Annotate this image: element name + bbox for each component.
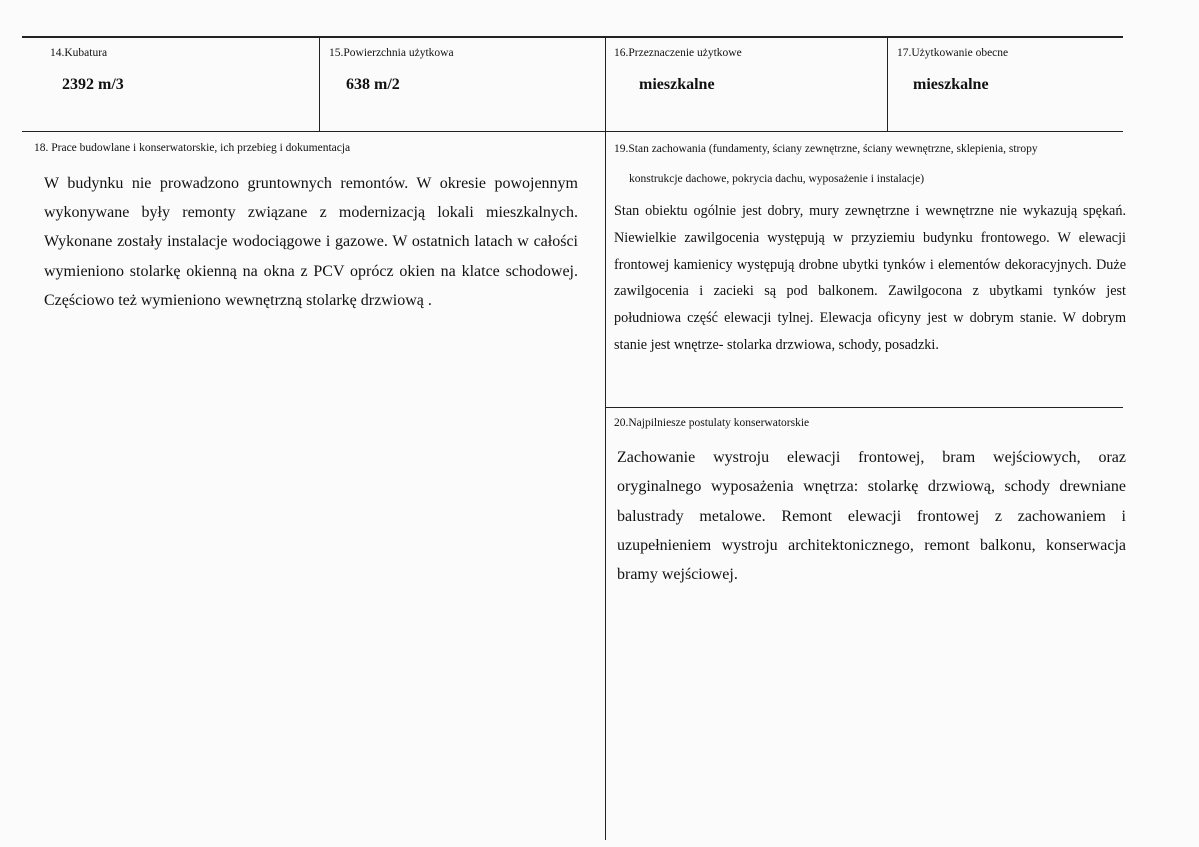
kubatura-label: 14.Kubatura	[50, 47, 108, 59]
stan-paragraph: Stan obiektu ogólnie jest dobry, mury zewnętrzne i wewnętrzne nie wykazują spękań. Niewielkie zawilgocenia występują w przyziemiu budynku frontowego. W elewacji frontowej kamienicy występują drobne ubytki tynków i elementów dekoracyjnych. Duże zawilgocenia i zacieki są pod balkonem. Zawilgocona z ubytkami tynków jest południowa część elewacji tylnej. Elewacja oficyny jest w dobrym stanie. W dobrym stanie jest wnętrze- stolarka drzwiowa, schody, posadzki.	[614, 203, 1126, 353]
przeznaczenie-value: mieszkalne	[639, 76, 715, 93]
przeznaczenie-label: 16.Przeznaczenie użytkowe	[614, 47, 742, 59]
prace-label: 18. Prace budowlane i konserwatorskie, ich przebieg i dokumentacja	[34, 142, 351, 154]
column-divider-3	[887, 37, 888, 132]
kubatura-value: 2392 m/3	[62, 76, 124, 93]
stan-text	[614, 198, 1126, 359]
stan-label-line1: 19.Stan zachowania (fundamenty, ściany zewnętrzne, ściany wewnętrzne, sklepienia, stropy	[614, 143, 1038, 155]
postulaty-label: 20.Najpilniesze postulaty konserwatorskie	[614, 417, 810, 429]
powierzchnia-label: 15.Powierzchnia użytkowa	[329, 47, 454, 59]
postulaty-text	[617, 443, 1126, 589]
column-divider-1	[319, 37, 320, 132]
stan-label-line2: konstrukcje dachowe, pokrycia dachu, wyposażenie i instalacje)	[629, 173, 925, 185]
uzytkowanie-label: 17.Użytkowanie obecne	[897, 47, 1009, 59]
powierzchnia-value: 638 m/2	[346, 76, 400, 93]
header-row-bottom-border	[22, 131, 1123, 132]
prace-paragraph: W budynku nie prowadzono gruntownych remontów. W okresie powojennym wykonywane były remonty związane z modernizacją lokali mieszkalnych. Wykonane zostały instalacje wodociągowe i gazowe. W ostatnich latach w całości wymieniono stolarkę okienną na okna z PCV oprócz okien na klatce schodowej. Częściowo też wymieniono wewnętrzną stolarkę drzwiową .	[44, 175, 578, 309]
column-divider-main	[605, 37, 606, 840]
table-top-border	[22, 36, 1123, 38]
postulaty-paragraph: Zachowanie wystroju elewacji frontowej, bram wejściowych, oraz oryginalnego wyposażenia wnętrza: stolarkę drzwiową, schody drewniane balustrady metalowe. Remont elewacji frontowej z zachowaniem i uzupełnieniem wystroju architektonicznego, remont balkonu, konserwacja bramy wejściowej.	[617, 449, 1126, 584]
prace-text	[44, 169, 578, 315]
uzytkowanie-value: mieszkalne	[913, 76, 989, 93]
section-20-top-border	[606, 407, 1123, 408]
